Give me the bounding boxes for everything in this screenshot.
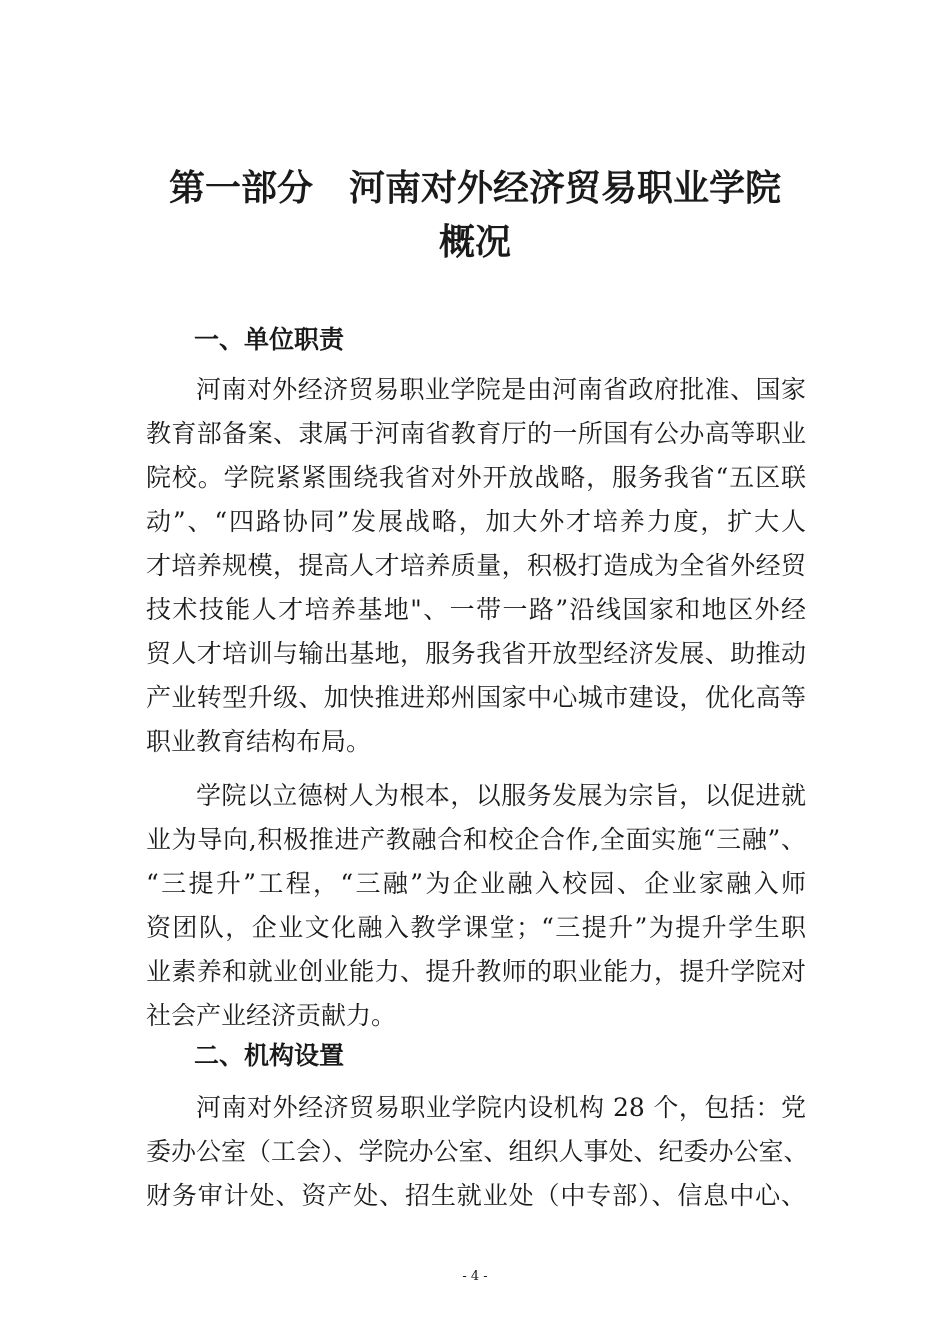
page-title-continued: 概况 — [438, 222, 511, 263]
text-line: 才培养规模，提高人才培养质量，积极打造成为全省外经贸 — [146, 551, 806, 580]
text-line: 河南对外经济贸易职业学院内设机构 28 个，包括：党 — [196, 1093, 806, 1122]
text-line: 资团队，企业文化融入教学课堂；“三提升”为提升学生职 — [146, 913, 806, 942]
text-line: 社会产业经济贡献力。 — [146, 1001, 397, 1030]
text-line: 教育部备案、隶属于河南省教育厅的一所国有公办高等职业 — [146, 419, 806, 448]
text-line: 技术技能人才培养基地"、一带一路”沿线国家和地区外经 — [146, 595, 806, 624]
text-line: 职业教育结构布局。 — [146, 727, 372, 756]
section-heading-organization: 二、机构设置 — [194, 1041, 345, 1070]
text-line: 河南对外经济贸易职业学院是由河南省政府批准、国家 — [196, 375, 806, 404]
text-line: 委办公室（工会）、学院办公室、组织人事处、纪委办公室、 — [146, 1137, 809, 1166]
text-line: “三提升”工程，“三融”为企业融入校园、企业家融入师 — [146, 869, 806, 898]
text-line: 动”、“四路协同”发展战略，加大外才培养力度，扩大人 — [146, 507, 806, 536]
text-line: 财务审计处、资产处、招生就业处（中专部）、信息中心、 — [146, 1181, 806, 1210]
page-number: - 4 - — [462, 1269, 488, 1284]
text-line: 业素养和就业创业能力、提升教师的职业能力，提升学院对 — [146, 957, 806, 986]
text-line: 院校。学院紧紧围绕我省对外开放战略，服务我省“五区联 — [146, 463, 806, 492]
text-line: 学院以立德树人为根本，以服务发展为宗旨，以促进就 — [196, 781, 806, 810]
section-heading-duties: 一、单位职责 — [194, 325, 345, 354]
page-title: 第一部分 河南对外经济贸易职业学院 — [168, 168, 781, 209]
text-line: 产业转型升级、加快推进郑州国家中心城市建设，优化高等 — [146, 683, 806, 712]
text-line: 贸人才培训与输出基地，服务我省开放型经济发展、助推动 — [146, 639, 806, 668]
text-line: 业为导向,积极推进产教融合和校企合作,全面实施“三融”、 — [146, 825, 806, 854]
